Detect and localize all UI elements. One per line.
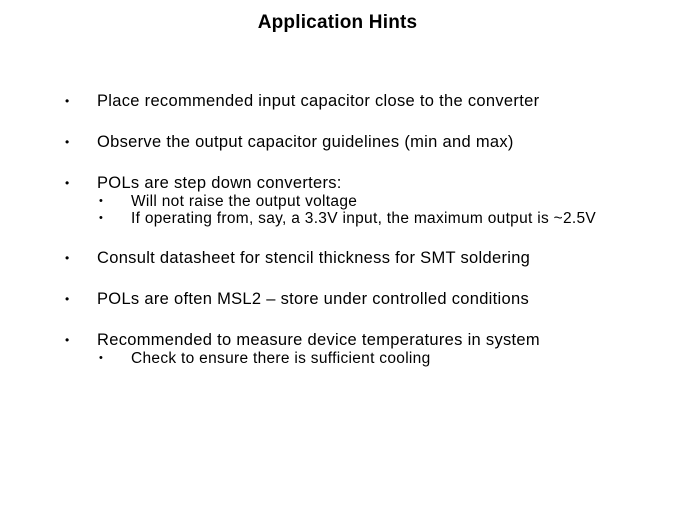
bullet-item bbox=[65, 132, 635, 152]
bullet-text: Recommended to measure device temperatures in system bbox=[97, 331, 540, 349]
sub-bullet-list bbox=[99, 350, 635, 367]
bullet-icon: • bbox=[65, 251, 70, 265]
bullet-item bbox=[65, 173, 635, 227]
sub-bullet-item bbox=[99, 193, 635, 210]
sub-bullet-list bbox=[99, 193, 635, 227]
bullet-text: POLs are step down converters: bbox=[97, 174, 342, 192]
bullet-item bbox=[65, 91, 635, 111]
sub-bullet-icon: • bbox=[99, 195, 104, 207]
bullet-item bbox=[65, 289, 635, 309]
sub-bullet-text: Check to ensure there is sufficient cooling bbox=[131, 350, 431, 367]
bullet-icon: • bbox=[65, 135, 70, 149]
sub-bullet-item bbox=[99, 210, 635, 227]
bullet-item bbox=[65, 248, 635, 268]
bullet-text: Observe the output capacitor guidelines (min and max) bbox=[97, 133, 514, 151]
sub-bullet-item bbox=[99, 350, 635, 367]
sub-bullet-text: Will not raise the output voltage bbox=[131, 193, 358, 210]
bullet-item bbox=[65, 330, 635, 367]
sub-bullet-icon: • bbox=[99, 352, 104, 364]
sub-bullet-text: If operating from, say, a 3.3V input, the maximum output is ~2.5V bbox=[131, 210, 597, 227]
bullet-icon: • bbox=[65, 176, 70, 190]
bullet-icon: • bbox=[65, 333, 70, 347]
slide-title: Application Hints bbox=[257, 12, 418, 33]
bullet-icon: • bbox=[65, 94, 70, 108]
bullet-list bbox=[65, 91, 635, 388]
sub-bullet-icon: • bbox=[99, 212, 104, 224]
bullet-text: Place recommended input capacitor close to the converter bbox=[97, 92, 540, 110]
bullet-icon: • bbox=[65, 292, 70, 306]
bullet-text: Consult datasheet for stencil thickness for SMT soldering bbox=[97, 249, 531, 267]
bullet-text: POLs are often MSL2 – store under controlled conditions bbox=[97, 290, 529, 308]
